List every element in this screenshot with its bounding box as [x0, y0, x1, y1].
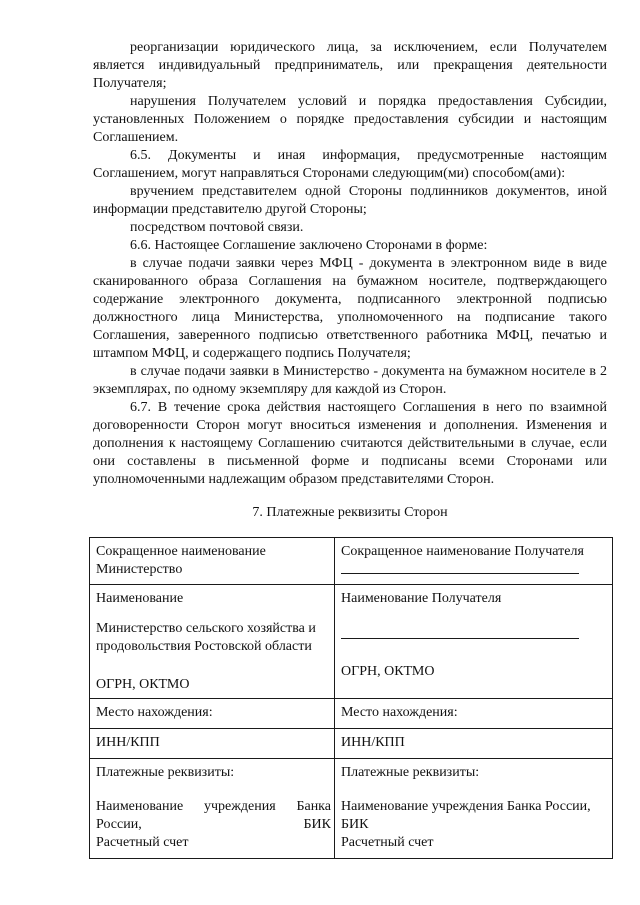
paragraph-6-6: 6.6. Настоящее Соглашение заключено Сторонами в форме: — [130, 238, 488, 253]
table-row — [90, 729, 613, 759]
ministry-address-label: Место нахождения: — [96, 705, 213, 720]
paragraph-6-7: 6.7. В течение срока действия настоящего Соглашения в него по взаимной договоренности Сторон могут вноситься изменения и дополнения. Изменения и дополнения к настоящему Соглашению считаются действительными в случае, если они составлены в письменной форме и подписаны всеми Сторонами или уполномоченными надлежащим образом представителями Сторон. — [93, 400, 607, 487]
recipient-name-cell — [335, 585, 613, 699]
ministry-short-name: Сокращенное наименование Министерство — [96, 544, 266, 577]
recipient-ogrn-oktmo: ОГРН, ОКТМО — [341, 664, 435, 679]
ministry-short-name-cell — [90, 538, 335, 585]
recipient-payment-cell — [335, 759, 613, 859]
recipient-inn-cell — [335, 729, 613, 759]
ministry-inn-kpp-label: ИНН/КПП — [96, 735, 160, 750]
ministry-bank-name: Наименование учреждения Банка России, БИК — [96, 799, 331, 832]
recipient-name-label: Наименование Получателя — [341, 591, 502, 606]
paragraph-mfc: в случае подачи заявки через МФЦ - документа в электронном виде в виде сканированного образа Соглашения на бумажном носителе, подтверждающего содержание электронного документа, подписанного электронной подписью должностного лица Министерства, уполномоченного на подписание такого Соглашения, заверенного подписью ответственного работника МФЦ, печатью и штампом МФЦ, и содержащего подпись Получателя; — [93, 256, 607, 361]
paragraph-ministry: в случае подачи заявки в Министерство - документа на бумажном носителе в 2 экземплярах, по одному экземпляру для каждой из Сторон. — [93, 364, 607, 397]
table-row — [90, 538, 613, 585]
paragraph-delivery-post: посредством почтовой связи. — [130, 220, 304, 235]
ministry-inn-cell — [90, 729, 335, 759]
recipient-short-name-label: Сокращенное наименование Получателя — [341, 544, 584, 559]
paragraph-6-5: 6.5. Документы и иная информация, предусмотренные настоящим Соглашением, могут направляться Сторонами следующим(ми) способом(ами): — [93, 148, 607, 181]
ministry-name-cell — [90, 585, 335, 699]
recipient-short-name-cell — [335, 538, 613, 585]
section-heading: 7. Платежные реквизиты Сторон — [252, 505, 448, 520]
ministry-name-value: Министерство сельского хозяйства и продовольствия Ростовской области — [96, 621, 316, 654]
paragraph-delivery-hand: вручением представителем одной Стороны подлинников документов, иной информации представителю другой Стороны; — [93, 184, 607, 217]
recipient-address-label: Место нахождения: — [341, 705, 458, 720]
ministry-name-label: Наименование — [96, 591, 184, 606]
recipient-payment-label: Платежные реквизиты: — [341, 765, 480, 780]
table-row — [90, 699, 613, 729]
agreement-text — [93, 39, 607, 489]
table-row — [90, 585, 613, 699]
recipient-account-label: Расчетный счет — [341, 835, 434, 850]
ministry-ogrn-oktmo: ОГРН, ОКТМО — [96, 677, 190, 692]
table-row — [90, 759, 613, 859]
ministry-payment-cell — [90, 759, 335, 859]
ministry-account-label: Расчетный счет — [96, 835, 189, 850]
paragraph-violation: нарушения Получателем условий и порядка предоставления Субсидии, установленных Положением о порядке предоставления субсидии и настоящим Соглашением. — [93, 94, 607, 145]
ministry-address-cell — [90, 699, 335, 729]
recipient-bank-name: Наименование учреждения Банка России, БИК — [341, 799, 591, 832]
paragraph-reorganization: реорганизации юридического лица, за исключением, если Получателем является индивидуальный предприниматель, или прекращения деятельности Получателя; — [93, 40, 607, 91]
recipient-inn-kpp-label: ИНН/КПП — [341, 735, 405, 750]
requisites-table — [89, 537, 613, 859]
ministry-payment-label: Платежные реквизиты: — [96, 765, 235, 780]
recipient-name-blank — [341, 626, 579, 639]
recipient-short-name-blank — [341, 561, 579, 574]
recipient-address-cell — [335, 699, 613, 729]
